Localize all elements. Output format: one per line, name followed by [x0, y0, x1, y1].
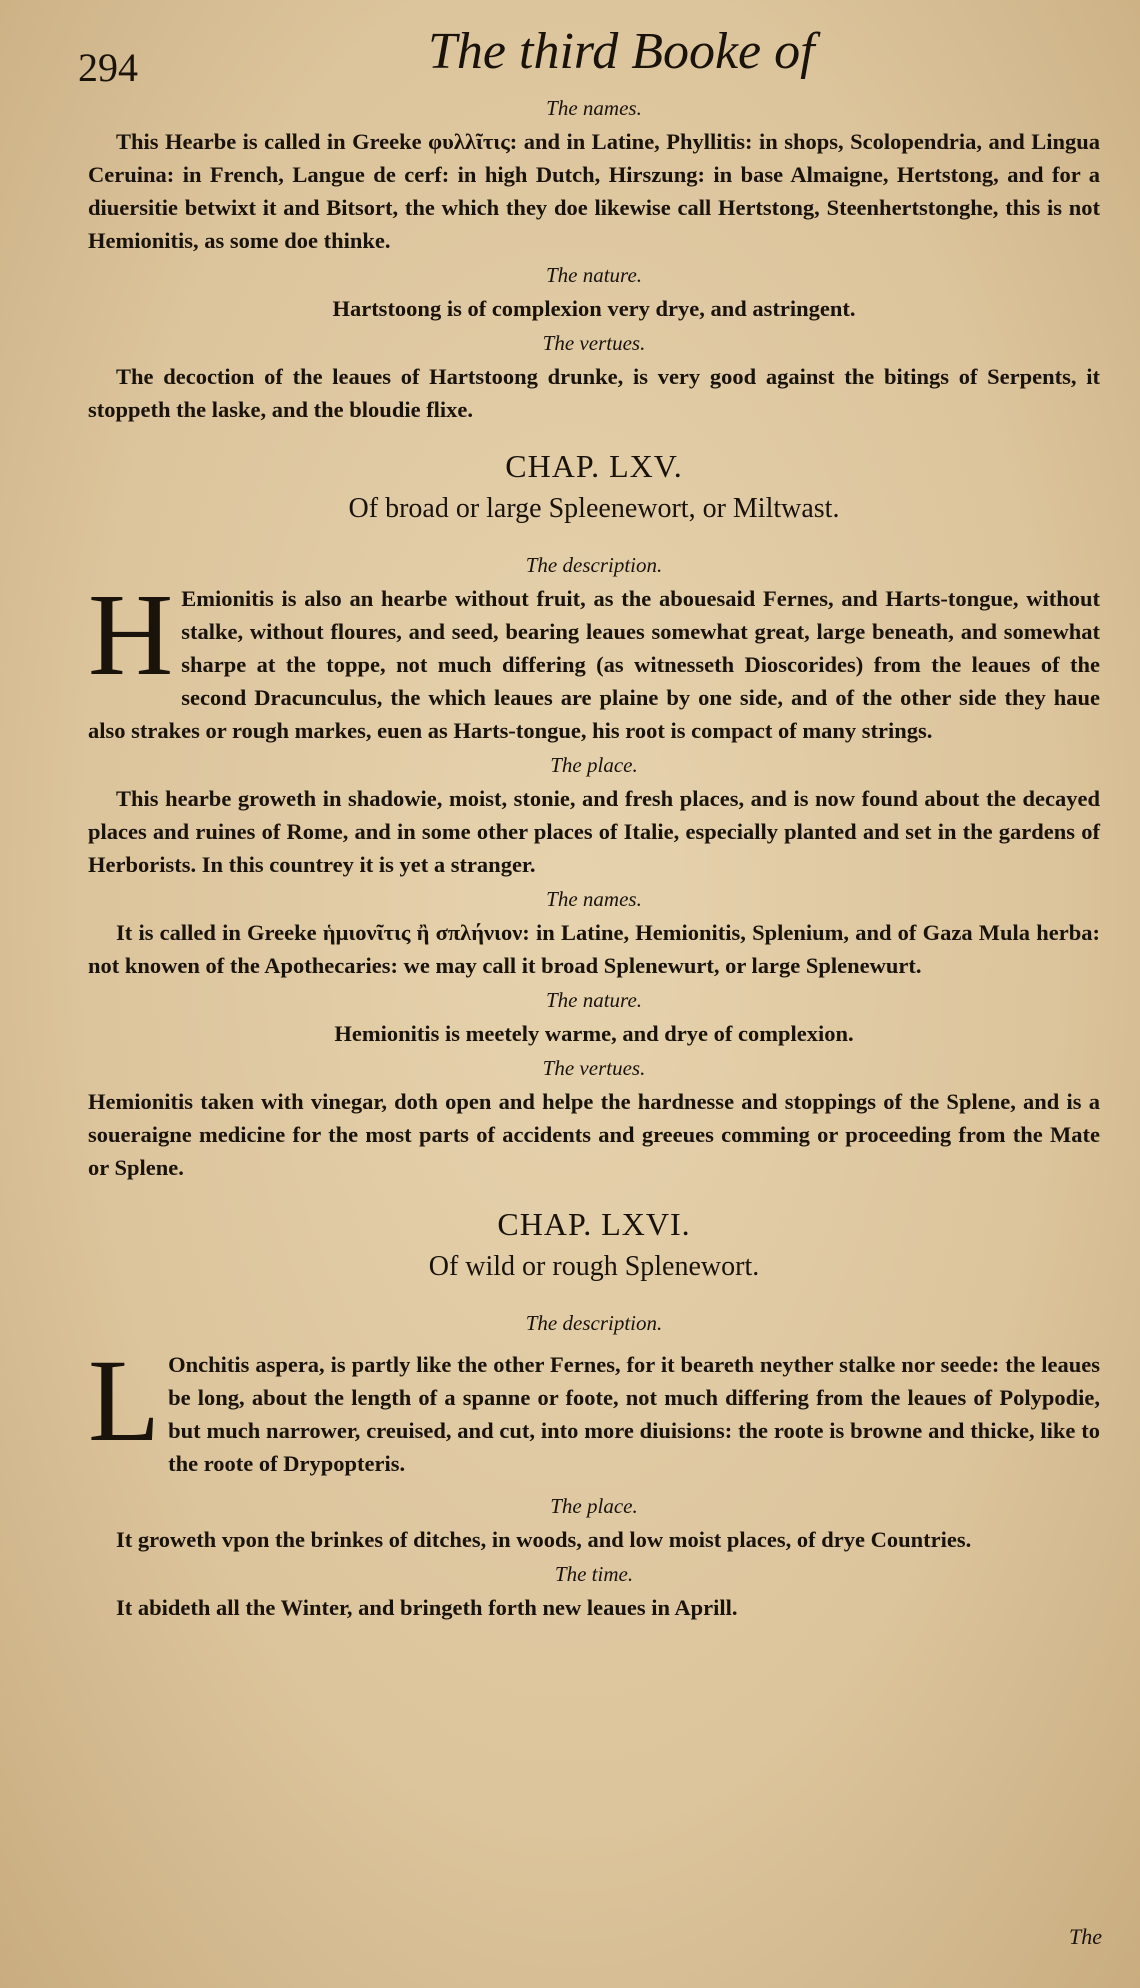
vertues-heading: The vertues. — [542, 1056, 646, 1080]
time-paragraph: It abideth all the Winter, and bringeth forth new leaues in Aprill. — [116, 1595, 738, 1620]
chapter-number: CHAP. LXVI. — [497, 1206, 691, 1242]
page-body — [88, 90, 1100, 1624]
nature-heading: The nature. — [545, 988, 643, 1012]
running-title: The third Booke of — [428, 23, 815, 80]
description-paragraph — [88, 569, 1100, 747]
names-heading: The names. — [546, 887, 642, 911]
vertues-paragraph: The decoction of the leaues of Hartstoong drunke, is very good against the bitings of Serpents, it stoppeth the laske, and the bloudie flixe. — [88, 364, 1100, 422]
vertues-heading: The vertues. — [542, 331, 646, 355]
chapter-title: Of wild or rough Splenewort. — [428, 1251, 760, 1282]
names-paragraph: This Hearbe is called in Greeke φυλλῖτις: and in Latine, Phyllitis: in shops, Scolopendria, and Lingua Ceruina: in French, Langue de cerf: in high Dutch, Hirszung: in base Almaigne, Hertstong, and for a diuersitie betwixt it and Bitsort, the which they doe likewise call Hertstong, Steenhertstonghe, this is not Hemionitis, as some doe thinke. — [88, 129, 1100, 253]
description-heading: The description. — [525, 1311, 663, 1335]
place-paragraph: It groweth vpon the brinkes of ditches, in woods, and low moist places, of drye Countries. — [116, 1527, 972, 1552]
names-paragraph: It is called in Greeke ἡμιονῖτις ἢ σπλήνιον: in Latine, Hemionitis, Splenium, and of Gaza Mula herba: not knowen of the Apothecaries: we may call it broad Splenewurt, or large Splenewurt. — [88, 920, 1100, 978]
place-paragraph: This hearbe groweth in shadowie, moist, stonie, and fresh places, and is now found about the decayed places and ruines of Rome, and in some other places of Italie, especially planted and set in the gardens of Herborists. In this countrey it is yet a stranger. — [88, 786, 1100, 877]
nature-paragraph: Hemionitis is meetely warme, and drye of complexion. — [334, 1021, 854, 1046]
nature-paragraph: Hartstoong is of complexion very drye, and astringent. — [332, 296, 856, 321]
chapter-title: Of broad or large Spleenewort, or Miltwast. — [348, 493, 840, 524]
catchword: The — [1069, 1924, 1102, 1949]
place-heading: The place. — [550, 753, 638, 777]
page-header — [0, 18, 1140, 88]
description-text: Emionitis is also an hearbe without fruit, as the abouesaid Fernes, and Harts-tongue, without stalke, without floures, and seed, bearing leaues somewhat great, large beneath, and somewhat sharpe at the toppe, not much differing (as witnesseth Dioscorides) from the leaues of the second Dracunculus, the which leaues are plaine by one side, and of the other side they haue also strakes or rough markes, euen as Harts-tongue, his root is compact of many strings. — [88, 586, 1100, 743]
time-heading: The time. — [554, 1562, 634, 1586]
nature-heading: The nature. — [545, 263, 643, 287]
page-number: 294 — [78, 45, 138, 90]
description-paragraph — [88, 1335, 1100, 1480]
drop-cap: L — [88, 1335, 161, 1466]
description-text: Onchitis aspera, is partly like the other Fernes, for it beareth neyther stalke nor seede: the leaues be long, about the length of a spanne or foote, not much differing from the leaues of Polypodie, but much narrower, creuised, and cut, into more diuisions: the roote is browne and thicke, like to the roote of Drypopteris. — [168, 1352, 1100, 1476]
names-heading: The names. — [546, 96, 642, 120]
place-heading: The place. — [550, 1494, 638, 1518]
description-heading: The description. — [525, 553, 663, 577]
vertues-paragraph: Hemionitis taken with vinegar, doth open and helpe the hardnesse and stoppings of the Splene, and is a soueraigne medicine for the most parts of accidents and greeues comming or proceeding from the Mate or Splene. — [88, 1089, 1100, 1180]
drop-cap: H — [88, 569, 174, 700]
chapter-number: CHAP. LXV. — [505, 448, 683, 484]
